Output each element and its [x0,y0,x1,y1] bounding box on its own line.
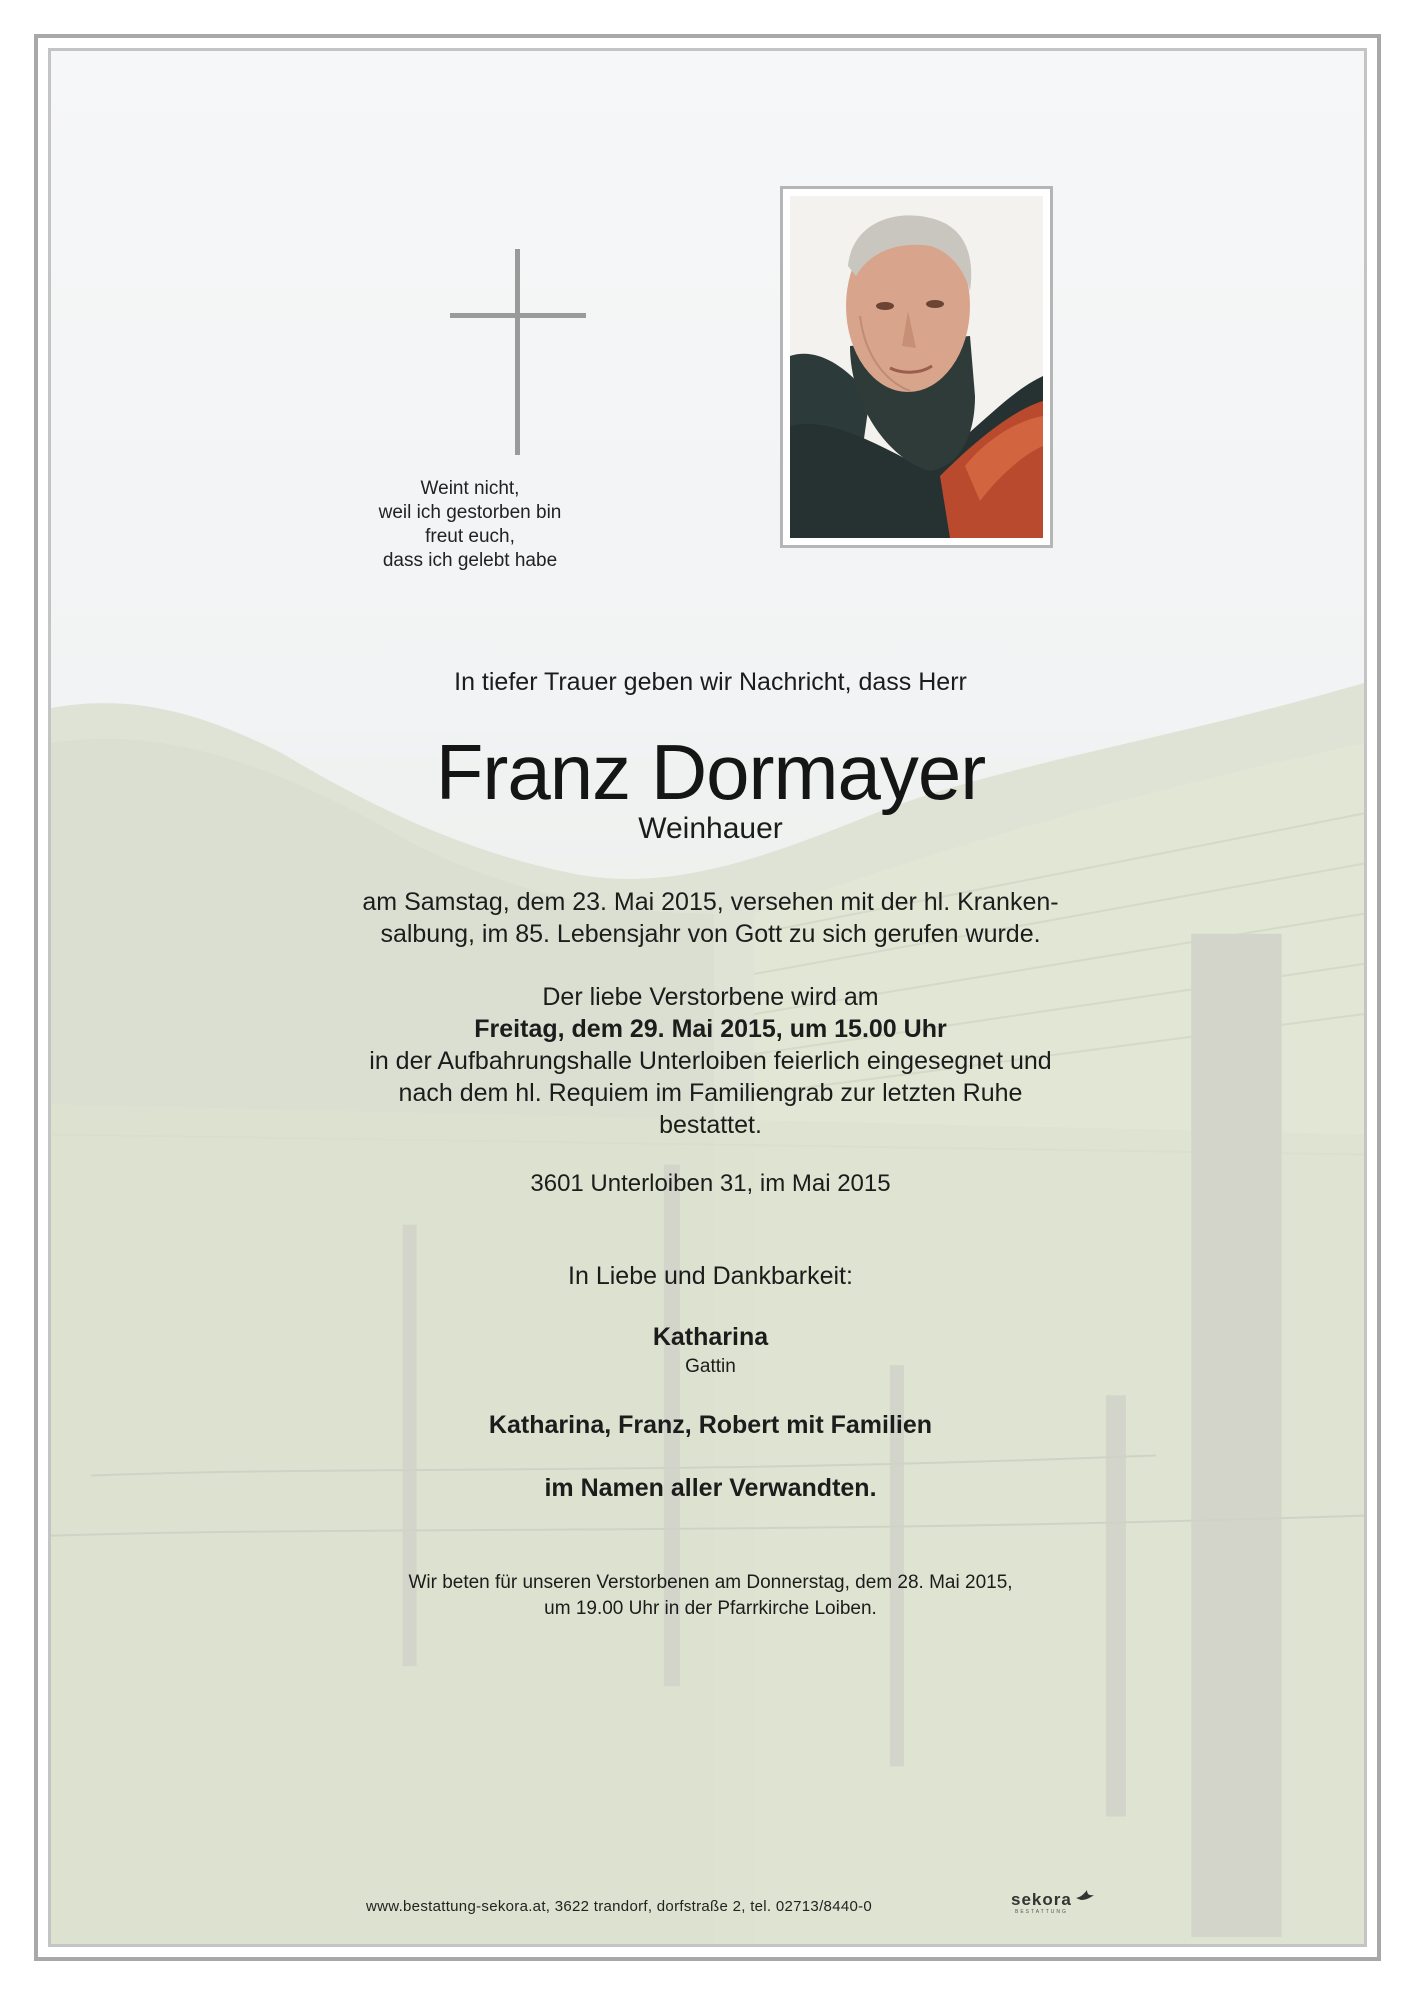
funeral-date-time: Freitag, dem 29. Mai 2015, um 15.00 Uhr [474,1015,947,1043]
prayer-line: Wir beten für unseren Verstorbenen am Donnerstag, dem 28. Mai 2015, [408,1572,1013,1593]
death-notice [0,886,1421,950]
footer-contact: www.bestattung-sekora.at, 3622 trandorf, dorfstraße 2, tel. 02713/8440-0 [366,1898,873,1915]
verse-line: Weint nicht, [420,478,520,499]
funeral-details [0,981,1421,1141]
verse-line: freut euch, [425,526,515,547]
deceased-name: Franz Dormayer [435,728,986,816]
bird-icon [1075,1888,1095,1904]
logo-subtitle: BESTATTUNG [1015,1909,1068,1915]
memorial-verse [360,477,580,573]
verse-line: weil ich gestorben bin [378,502,562,523]
sekora-logo [1011,1890,1101,1916]
funeral-line: Der liebe Verstorbene wird am [542,983,879,1011]
prayer-notice [0,1570,1421,1622]
portrait-photo [790,196,1043,538]
children-names: Katharina, Franz, Robert mit Familien [488,1411,933,1439]
death-line: am Samstag, dem 23. Mai 2015, versehen mit der hl. Kranken- [362,888,1059,916]
death-line: salbung, im 85. Lebensjahr von Gott zu sich gerufen wurde. [380,920,1041,948]
funeral-line: bestattet. [659,1111,762,1139]
prayer-line: um 19.00 Uhr in der Pfarrkirche Loiben. [544,1598,877,1619]
verse-line: dass ich gelebt habe [382,550,558,571]
wife-role: Gattin [685,1356,736,1377]
logo-wordmark: sekora [1011,1890,1072,1909]
mourners-heading: In Liebe und Dankbarkeit: [568,1262,853,1290]
funeral-line: in der Aufbahrungshalle Unterloiben feierlich eingesegnet und [369,1047,1052,1075]
deceased-profession: Weinhauer [638,812,783,845]
relatives-line: im Namen aller Verwandten. [544,1474,877,1502]
announcement-intro: In tiefer Trauer geben wir Nachricht, dass Herr [454,668,967,696]
cross-icon [450,249,586,455]
funeral-line: nach dem hl. Requiem im Familiengrab zur letzten Ruhe [398,1079,1023,1107]
wife-name: Katharina [652,1323,769,1351]
portrait-frame [780,186,1053,548]
place-date: 3601 Unterloiben 31, im Mai 2015 [530,1170,891,1197]
